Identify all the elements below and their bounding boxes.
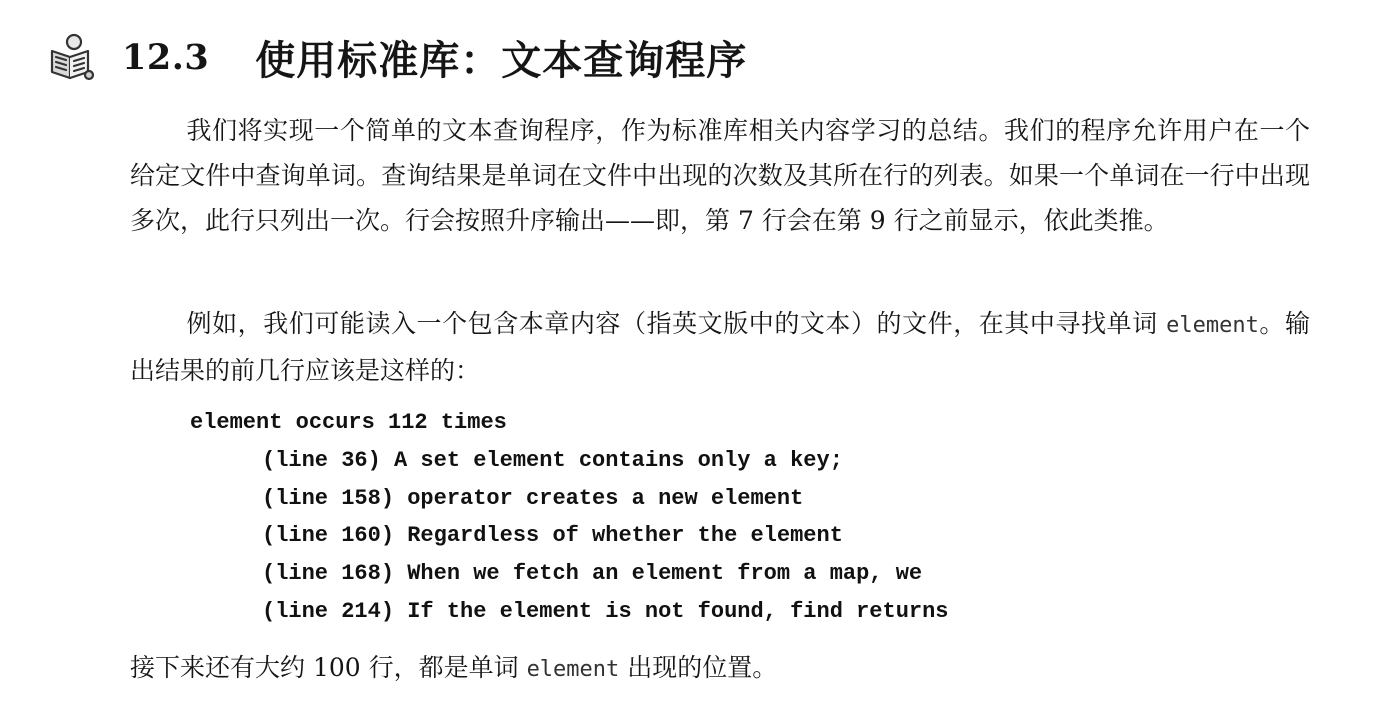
code-output-block bbox=[190, 404, 949, 631]
intro-paragraph bbox=[130, 108, 1310, 243]
closing-paragraph-text: 接下来还有大约 100 行，都是单词 bbox=[130, 653, 527, 682]
closing-paragraph bbox=[130, 645, 1310, 692]
example-paragraph-text: 例如，我们可能读入一个包含本章内容（指英文版中的文本）的文件，在其中寻找单词 bbox=[186, 309, 1167, 338]
closing-paragraph-tail: 出现的位置。 bbox=[619, 653, 778, 682]
intro-paragraph-text: 我们将实现一个简单的文本查询程序，作为标准库相关内容学习的总结。我们的程序允许用户在一个给定文件中查询单词。查询结果是单词在文件中出现的次数及其所在行的列表。如果一个单词在一行中出现多次，此行只列出一次。行会按照升序输出——即，第 7 行会在第 9 行之前显示，依此类推。 bbox=[130, 116, 1310, 235]
section-title: 使用标准库：文本查询程序 bbox=[255, 37, 748, 84]
inline-code-element: element bbox=[1166, 313, 1259, 338]
reading-person-icon bbox=[44, 31, 96, 83]
code-line: element occurs 112 times bbox=[190, 410, 507, 435]
code-line: (line 158) operator creates a new element bbox=[262, 485, 804, 511]
code-line: (line 168) When we fetch an element from a map, we bbox=[262, 561, 923, 587]
code-line: (line 214) If the element is not found, find returns bbox=[262, 598, 949, 624]
example-paragraph bbox=[130, 301, 1310, 393]
code-line: (line 36) A set element contains only a key; bbox=[262, 447, 843, 473]
inline-code-element: element bbox=[526, 657, 620, 682]
code-line: (line 160) Regardless of whether the element bbox=[262, 523, 843, 549]
section-number: 12.3 bbox=[122, 36, 210, 78]
example-paragraph-tail: 。输出结果的前几行应该是这样的： bbox=[130, 309, 1310, 385]
section-heading bbox=[44, 22, 747, 92]
